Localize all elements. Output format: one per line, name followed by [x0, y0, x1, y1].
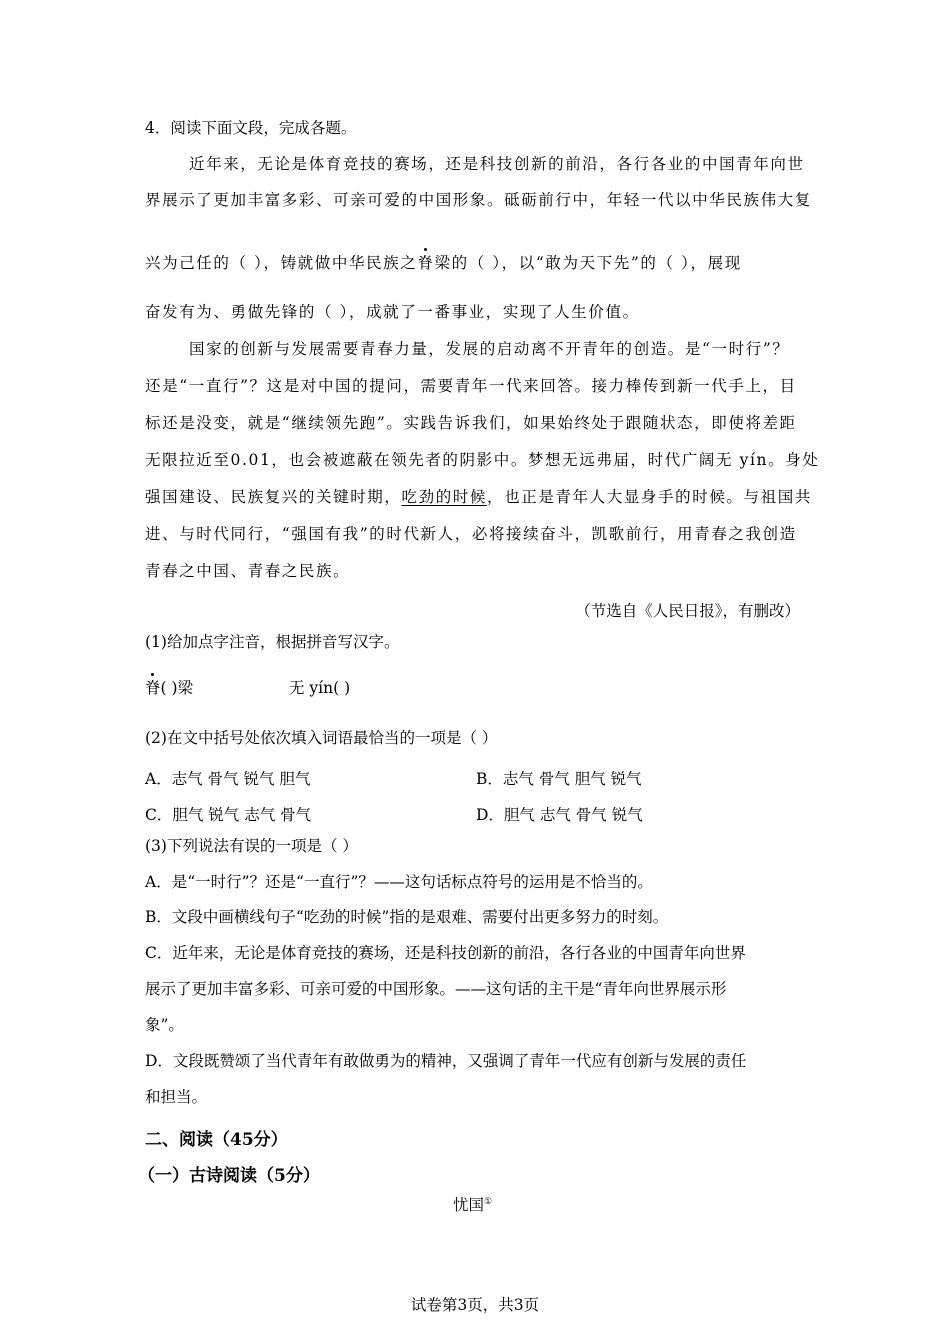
- sub2-prompt: (2)在文中括号处依次填入词语最恰当的一项是（ ）: [145, 729, 498, 747]
- sub3-prompt: (3)下列说法有误的一项是（ ）: [145, 837, 358, 855]
- p2-line5-a: 强国建设、民族复兴的关键时期，: [145, 488, 402, 506]
- sub1-prompt: (1)给加点字注音，根据拼音写汉字。: [145, 633, 400, 651]
- sub2-option-d: D．胆气 志气 骨气 锐气: [476, 806, 643, 824]
- sub3-option-c-line3: 象”。: [145, 1016, 184, 1034]
- sub2-option-b: B．志气 骨气 胆气 锐气: [476, 770, 642, 788]
- dotted-char: 脊: [417, 254, 435, 272]
- p1-line3: [145, 256, 742, 272]
- question-header: 4．阅读下面文段，完成各题。: [145, 119, 357, 137]
- poem-title-text: 忧国: [453, 1196, 485, 1215]
- section2-subtitle: （一）古诗阅读（5分）: [138, 1166, 320, 1186]
- sub3-option-a: A．是“一时行”？还是“一直行”？——这句话标点符号的运用是不恰当的。: [145, 873, 653, 891]
- sub3-option-d-line1: D．文段既赞颂了当代青年有敢做勇为的精神，又强调了青年一代应有创新与发展的责任: [145, 1052, 747, 1070]
- p2-line5: [145, 490, 812, 506]
- sub3-option-d-line2: 和担当。: [145, 1088, 208, 1106]
- p2-line4: 无限拉近至0.01，也会被遮蔽在领先者的阴影中。梦想无远弗届，时代广阔无 yín。身处: [145, 451, 820, 469]
- p1-line3-a: 兴为己任的（ ），铸就做中华民族之: [145, 254, 418, 272]
- p1-line1: 近年来，无论是体育竞技的赛场，还是科技创新的前沿，各行各业的中国青年向世: [189, 155, 805, 173]
- sub1-dotted-char: 脊: [145, 679, 161, 697]
- p1-line4: 奋发有为、勇做先锋的（ ），成就了一番事业，实现了人生价值。: [145, 303, 640, 321]
- passage-source: （节选自《人民日报》，有删改）: [575, 602, 800, 620]
- sub2-option-a: A．志气 骨气 锐气 胆气: [145, 770, 311, 788]
- p2-line6: 进、与时代同行，“强国有我”的时代新人，必将接续奋斗，凯歌前行，用青春之我创造: [145, 525, 797, 543]
- sub3-option-c-line1: C．近年来，无论是体育竞技的赛场，还是科技创新的前沿，各行各业的中国青年向世界: [145, 944, 746, 962]
- p2-line5-b: ，也正是青年人大显身手的时候。与祖国共: [487, 488, 812, 506]
- sub1-item2: 无 yín( ): [289, 679, 351, 697]
- poem-title: [453, 1198, 492, 1214]
- p2-line1: 国家的创新与发展需要青春力量，发展的启动离不开青年的创造。是“一时行”？: [189, 340, 790, 358]
- p2-line2: 还是“一直行”？这是对中国的提问，需要青年一代来回答。接力棒传到新一代手上，目: [145, 377, 797, 395]
- sub3-option-b: B．文段中画横线句子“吃劲的时候”指的是艰难、需要付出更多努力的时刻。: [145, 908, 669, 926]
- section2-title: 二、阅读（45分）: [145, 1130, 288, 1150]
- sub3-option-c-line2: 展示了更加丰富多彩、可亲可爱的中国形象。——这句话的主干是“青年向世界展示形: [145, 980, 727, 998]
- p2-line3: 标还是没变，就是“继续领先跑”。实践告诉我们，如果始终处于跟随状态，即使将差距: [145, 414, 797, 432]
- p1-line2: 界展示了更加丰富多彩、可亲可爱的中国形象。砥砺前行中，年轻一代以中华民族伟大复: [145, 191, 812, 209]
- underlined-phrase: 吃劲的时候: [401, 488, 488, 506]
- sub1-item1: [145, 681, 193, 697]
- p2-line7: 青春之中国、青春之民族。: [145, 562, 351, 580]
- page-footer: 试卷第3页，共3页: [410, 1296, 540, 1314]
- p1-line3-b: 梁的（ ），以“敢为天下先”的（ ），展现: [434, 254, 742, 272]
- sub2-option-c: C．胆气 锐气 志气 骨气: [145, 806, 312, 824]
- sub1-item1-rest: ( )梁: [160, 679, 194, 697]
- poem-note-marker: ①: [484, 1197, 493, 1207]
